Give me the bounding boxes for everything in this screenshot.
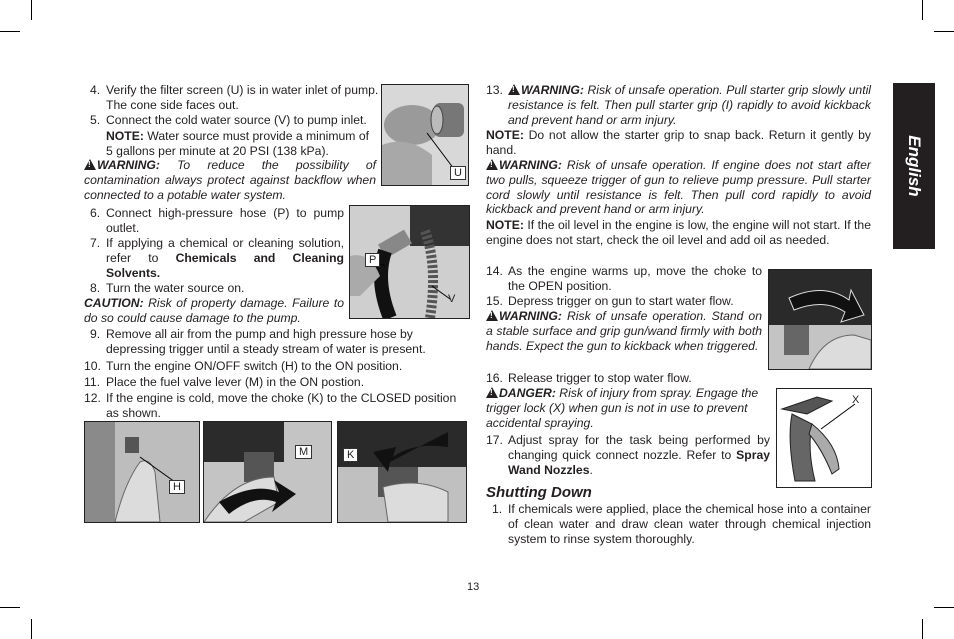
figure-choke-open (768, 269, 872, 370)
crop-mark (922, 0, 923, 20)
warning-icon (486, 310, 498, 321)
step-17: 17. Adjust spray for the task being performed by changing quick connect nozzle. Refer to Spray Wand Nozzles. (486, 433, 770, 477)
engine-switch-illustration (85, 422, 199, 522)
label-k: K (343, 448, 358, 462)
step-8: 8. Turn the water source on. (90, 281, 245, 295)
step-7: 7. If applying a chemical or cleaning solution, refer to Chemicals and Cleaning Solvents. (90, 236, 344, 280)
step-15: 15. Depress trigger on gun to start water flow. (486, 294, 734, 308)
crop-mark (934, 31, 954, 32)
step-16: 16. Release trigger to stop water flow. (486, 371, 692, 385)
warning-engine-start: !WARNING: Risk of unsafe operation. If engine does not start after two pulls, squeeze trigger of gun to relieve pump pressure. Pull starter cord slowly until resistance is felt. Then pull cord rapidly to avoid kickback and prevent hand or arm injury. (486, 158, 871, 217)
figure-fuel-valve (203, 421, 332, 523)
warning-icon (486, 159, 498, 170)
step-14: 14. As the engine warms up, move the choke to the OPEN position. (486, 264, 762, 293)
crop-mark (934, 607, 954, 608)
crop-mark (31, 619, 32, 639)
label-h: H (169, 480, 185, 494)
step-5: 5. Connect the cold water source (V) to pump inlet. (90, 113, 367, 127)
note-starter-grip: NOTE: Do not allow the starter grip to snap back. Return it gently by hand. (486, 128, 871, 157)
crop-mark (922, 619, 923, 639)
step-9: 9. Remove all air from the pump and high pressure hose by depressing trigger until a steady stream of water is present. (90, 327, 426, 356)
figure-trigger-lock (776, 388, 872, 488)
label-p: P (365, 253, 380, 267)
crop-mark (0, 31, 20, 32)
step-13: 13. ! WARNING: Risk of unsafe operation. Pull starter grip slowly until resistance is felt. Then pull starter grip (I) rapidly to avoid kickback and prevent hand or arm injury. (486, 83, 871, 127)
warning-contamination: !WARNING: To reduce the possibility of contamination always protect against backflow when connected to a potable water system. (84, 158, 376, 202)
choke-illustration (338, 422, 466, 522)
label-v: V (448, 293, 456, 305)
note-water-source: NOTE: Water source must provide a minimum of 5 gallons per minute at 20 PSI (138 kPa). (106, 129, 370, 158)
fuel-valve-illustration (204, 422, 331, 522)
caution-property-damage: CAUTION: Risk of property damage. Failure to do so could cause damage to the pump. (84, 296, 344, 325)
figure-filter-screen (381, 84, 469, 186)
crop-mark (0, 607, 20, 608)
page-number: 13 (467, 581, 480, 593)
crop-mark (31, 0, 32, 20)
language-tab (893, 83, 935, 249)
shutdown-step-1: 1. If chemicals were applied, place the chemical hose into a container of clean water and draw clean water through chemical injection system to rinse system thoroughly. (492, 502, 871, 546)
warning-stable-surface: !WARNING: Risk of unsafe operation. Stand on a stable surface and grip gun/wand firmly with both hands. Expect the gun to kickback when triggered. (486, 309, 762, 353)
step-4: 4. Verify the filter screen (U) is in water inlet of pump. The cone side faces out. (90, 83, 379, 112)
step-6: 6. Connect high-pressure hose (P) to pump outlet. (90, 206, 344, 235)
danger-spray: !DANGER: Risk of injury from spray. Engage the trigger lock (X) when gun is not in use to prevent accidental spraying. (486, 386, 770, 430)
danger-icon (486, 387, 498, 398)
figure-choke (337, 421, 467, 523)
note-oil-level: NOTE: If the oil level in the engine is low, the engine will not start. If the engine does not start, check the oil level and add oil as needed. (486, 218, 871, 247)
language-tab-label: English (905, 135, 924, 197)
label-m: M (295, 445, 312, 459)
section-heading-shutting-down: Shutting Down (486, 484, 592, 501)
label-u: U (450, 166, 466, 180)
step-11: 11. Place the fuel valve lever (M) in the ON postion. (84, 375, 365, 389)
step-12: 12. If the engine is cold, move the choke (K) to the CLOSED position as shown. (84, 391, 457, 420)
warning-icon (84, 159, 96, 170)
figure-hose-connection (349, 205, 470, 319)
warning-icon (508, 84, 520, 95)
label-x: X (852, 394, 860, 406)
choke-open-illustration (769, 270, 871, 369)
step-10: 10. Turn the engine ON/OFF switch (H) to the ON position. (84, 359, 403, 373)
figure-engine-switch (84, 421, 200, 523)
